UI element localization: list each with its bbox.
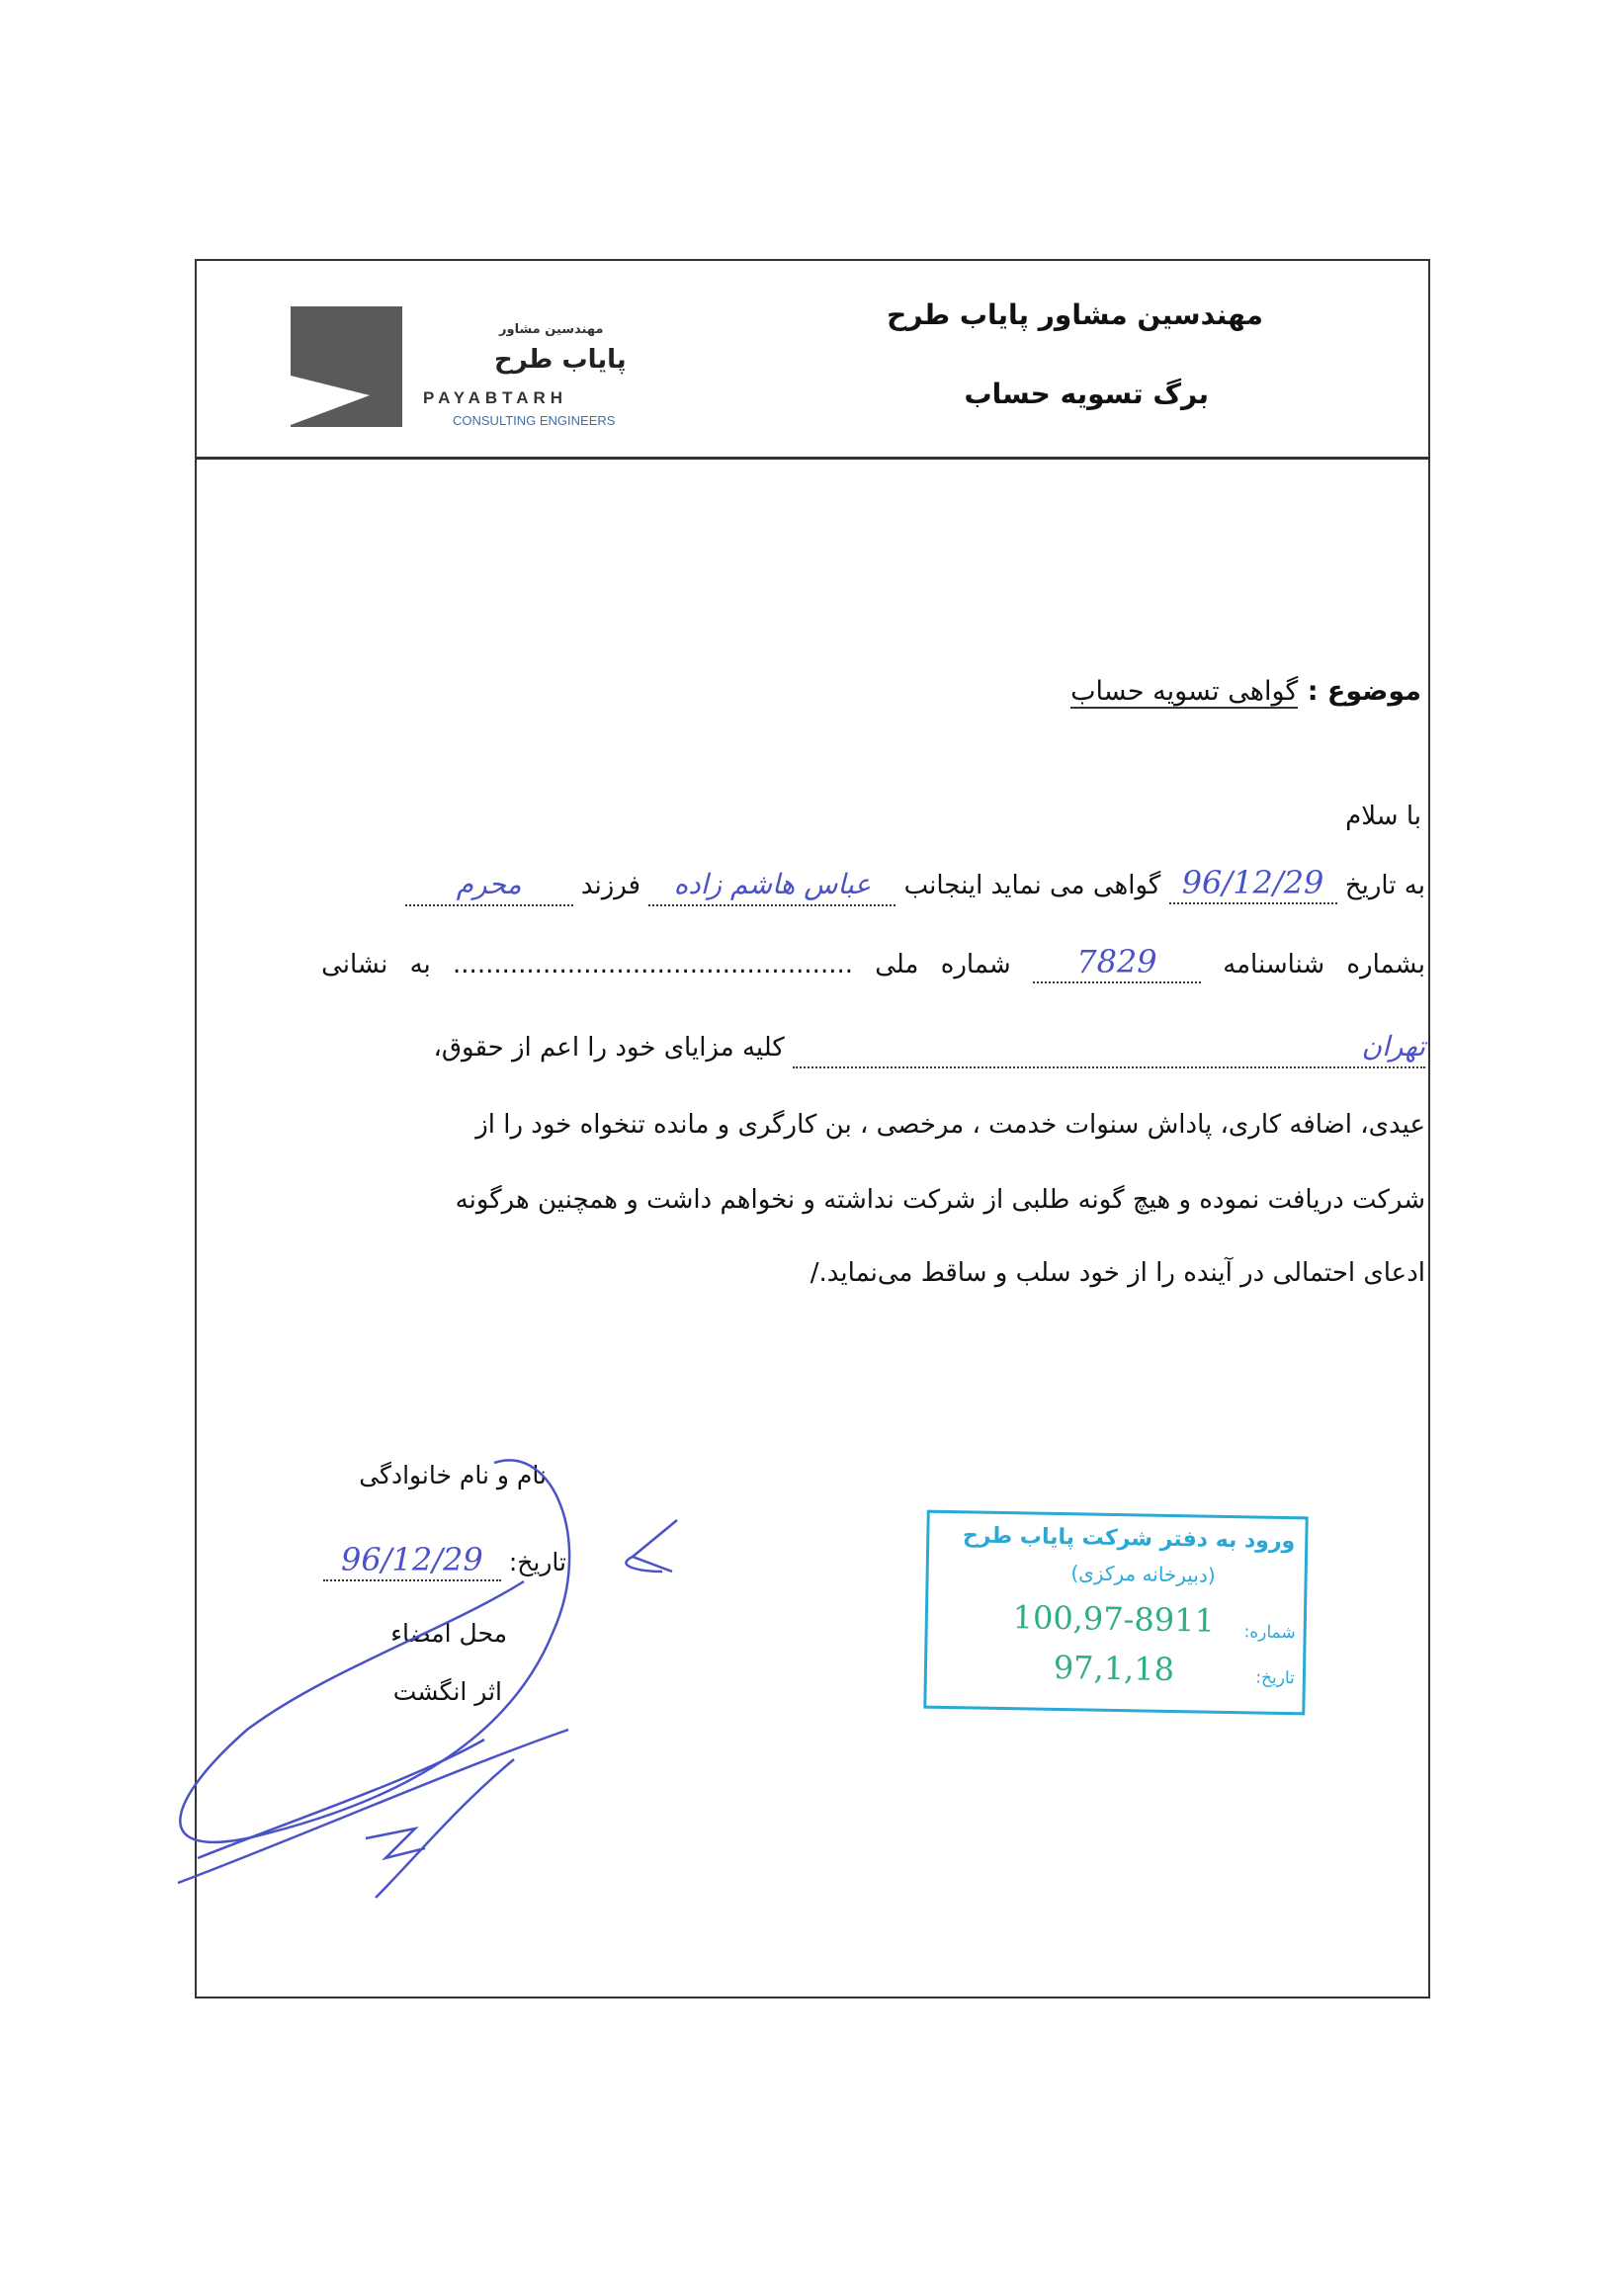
signature-name-label: نام و نام خانوادگی: [359, 1461, 547, 1489]
text: شماره ملی: [875, 950, 1011, 979]
handwritten-father-name: محرم: [405, 865, 573, 906]
body-line-4: عیدی، اضافه کاری، پاداش سنوات خدمت ، مرخصی ، بن کارگری و مانده تنخواه خود را از: [475, 1110, 1425, 1140]
text: به نشانی: [321, 950, 431, 979]
body-line-6: ادعای احتمالی در آینده را از خود سلب و ساقط می‌نماید./: [810, 1258, 1425, 1288]
body-line-3: [433, 1024, 1425, 1071]
stamp-title: ورود به دفتر شرکت پایاب طرح: [962, 1523, 1296, 1555]
handwritten-signature-date: 96/12/29: [323, 1540, 501, 1581]
logo-text-small: مهندسین مشاور: [499, 322, 604, 337]
logo-text-fa: پایاب طرح: [494, 345, 627, 375]
stamp-date-label: تاریخ:: [1255, 1667, 1296, 1689]
stamp-number-value: 100,97-8911: [1012, 1598, 1216, 1640]
fingerprint-label: اثر انگشت: [392, 1677, 502, 1706]
subject-label: موضوع :: [1307, 676, 1421, 707]
text: بشماره شناسنامه: [1223, 950, 1425, 979]
signature-place-label: محل امضاء: [390, 1619, 507, 1648]
body-line-1: [405, 862, 1425, 909]
stamp-number-label: شماره:: [1243, 1622, 1296, 1644]
handwritten-date: 96/12/29: [1169, 863, 1337, 904]
subject-value: گواهی تسویه حساب: [1070, 676, 1299, 707]
header-divider: [195, 457, 1430, 460]
subject-line: [1070, 668, 1421, 716]
form-title: برگ تسویه حساب: [964, 378, 1209, 410]
logo-subtitle: CONSULTING ENGINEERS: [453, 413, 616, 428]
handwritten-id-number: 7829: [1033, 942, 1201, 983]
text: فرزند: [580, 871, 641, 900]
text: به تاریخ: [1344, 871, 1425, 900]
greeting: با سلام: [1345, 802, 1421, 831]
text: گواهی می نماید اینجانب: [903, 871, 1161, 900]
stamp-subtitle: (دبیرخانه مرکزی): [1070, 1561, 1216, 1587]
handwritten-name: عباس هاشم زاده: [648, 865, 895, 906]
reception-stamp: [923, 1510, 1308, 1716]
company-logo-mark: [291, 306, 402, 427]
body-line-2: [321, 941, 1425, 988]
signature-date-label: تاریخ:: [508, 1548, 566, 1576]
logo-text-en: PAYABTARH: [423, 388, 568, 407]
blank-national-id: .................................................: [453, 950, 853, 979]
stamp-date-value: 97,1,18: [1053, 1648, 1175, 1689]
handwritten-address: تهران: [793, 1027, 1425, 1068]
company-name: مهندسین مشاور پایاب طرح: [887, 298, 1263, 331]
body-line-5: شرکت دریافت نموده و هیچ گونه طلبی از شرکت نداشته و نخواهم داشت و همچنین هرگونه: [455, 1185, 1425, 1215]
signature-date-line: [323, 1540, 566, 1582]
text: کلیه مزایای خود را اعم از حقوق،: [433, 1033, 785, 1063]
